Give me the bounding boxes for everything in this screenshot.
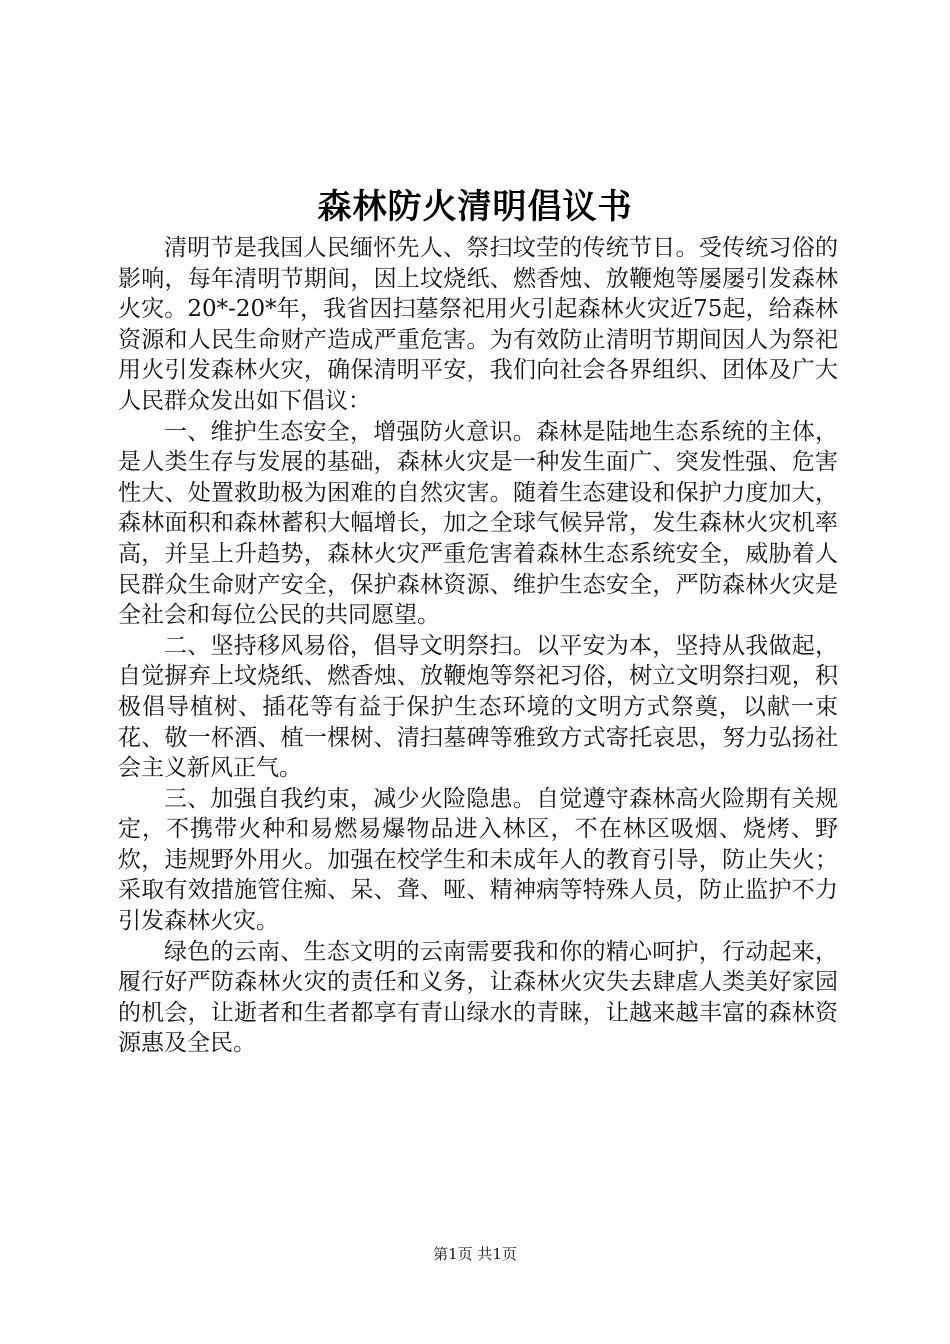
document-body (118, 233, 838, 1059)
paragraph-point-2: 二、坚持移风易俗，倡导文明祭扫。以平安为本，坚持从我做起，自觉摒弃上坟烧纸、燃香烛、放鞭炮等祭祀习俗，树立文明祭扫观，积极倡导植树、插花等有益于保护生态环境的文明方式祭奠，以献一束花、敬一杯酒、植一棵树、清扫墓碑等雅致方式寄托哀思，努力弘扬社会主义新风正气。 (118, 632, 838, 782)
page-footer: 第1页 共1页 (433, 1245, 517, 1263)
document-title: 森林防火清明倡议书 (317, 187, 633, 227)
paragraph-closing: 绿色的云南、生态文明的云南需要我和你的精心呵护，行动起来，履行好严防森林火灾的责任和义务，让森林火灾失去肆虐人类美好家园的机会，让逝者和生者都享有青山绿水的青睐，让越来越丰富的森林资源惠及全民。 (118, 938, 838, 1057)
paragraph-point-3: 三、加强自我约束，减少火险隐患。自觉遵守森林高火险期有关规定，不携带火种和易燃易爆物品进入林区，不在林区吸烟、烧烤、野炊，违规野外用火。加强在校学生和未成年人的教育引导，防止失火；采取有效措施管住痴、呆、聋、哑、精神病等特殊人员，防止监护不力引发森林火灾。 (118, 785, 838, 935)
paragraph-point-1: 一、维护生态安全，增强防火意识。森林是陆地生态系统的主体，是人类生存与发展的基础，森林火灾是一种发生面广、突发性强、危害性大、处置救助极为困难的自然灾害。随着生态建设和保护力度加大，森林面积和森林蓄积大幅增长，加之全球气候异常，发生森林火灾机率高，并呈上升趋势，森林火灾严重危害着森林生态系统安全，威胁着人民群众生命财产安全，保护森林资源、维护生态安全，严防森林火灾是全社会和每位公民的共同愿望。 (118, 418, 838, 629)
paragraph-intro: 清明节是我国人民缅怀先人、祭扫坟茔的传统节日。受传统习俗的影响，每年清明节期间，因上坟烧纸、燃香烛、放鞭炮等屡屡引发森林火灾。20*-20*年，我省因扫墓祭祀用火引起森林火灾近75起，给森林资源和人民生命财产造成严重危害。为有效防止清明节期间因人为祭祀用火引发森林火灾，确保清明平安，我们向社会各界组织、团体及广大人民群众发出如下倡议： (118, 235, 838, 414)
